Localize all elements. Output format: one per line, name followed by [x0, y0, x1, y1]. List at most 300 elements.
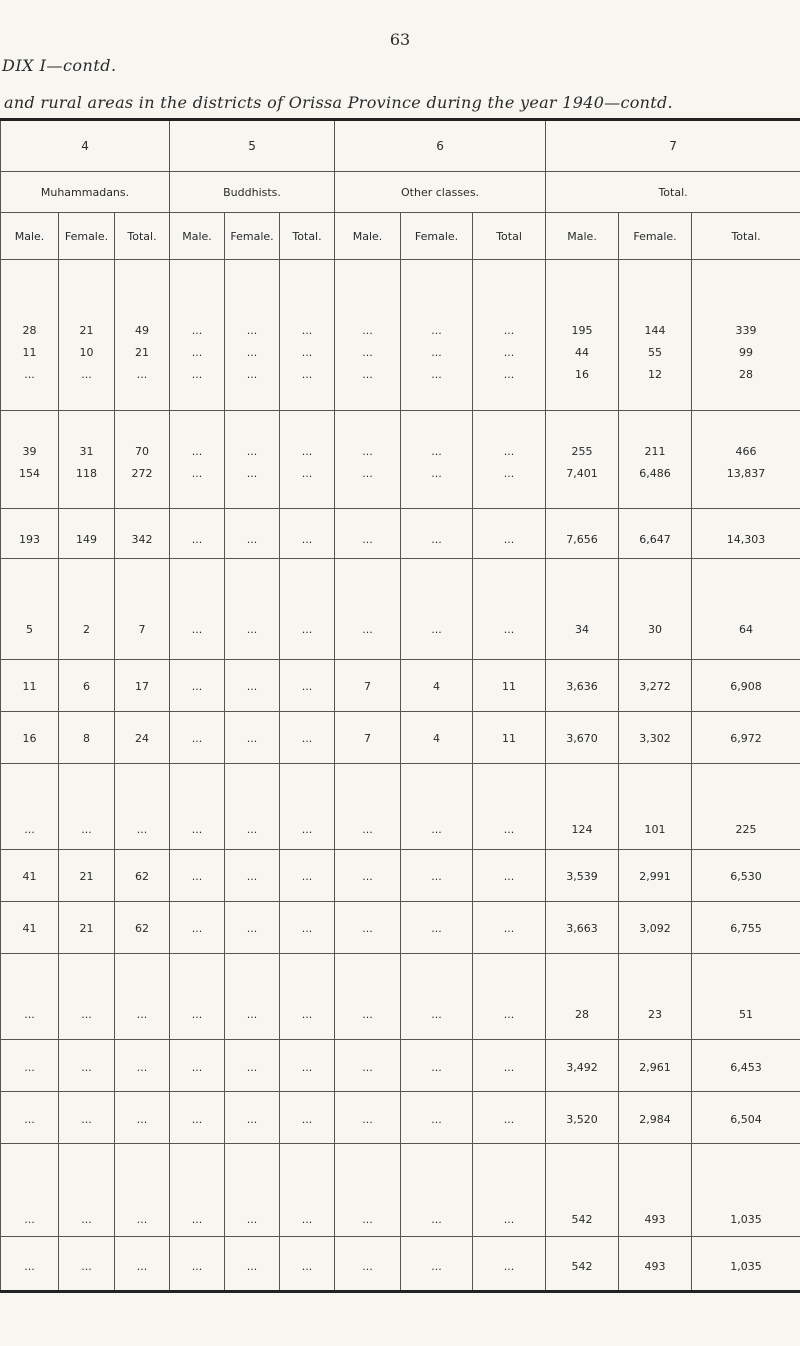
table-cell — [473, 1040, 546, 1092]
table-cell — [115, 764, 170, 850]
table-cell — [225, 260, 280, 411]
cell-value: 70 — [135, 445, 149, 458]
table-cell — [59, 1237, 115, 1292]
table-cell — [546, 764, 619, 850]
cell-value: ... — [431, 467, 442, 480]
cell-value: ... — [503, 533, 515, 546]
cell-value: ... — [301, 533, 313, 546]
table-cell — [401, 1237, 473, 1292]
cell-value: ... — [191, 1008, 203, 1021]
data-block — [1, 260, 800, 411]
table-cell — [546, 1040, 619, 1092]
table-cell — [115, 902, 170, 954]
cell-value: 34 — [575, 623, 590, 636]
table-cell — [473, 1144, 546, 1237]
table-cell — [546, 660, 619, 712]
cell-value: 7 — [364, 732, 372, 745]
cell-value: ... — [301, 324, 313, 337]
table-cell — [225, 1144, 280, 1237]
cell-value: ... — [246, 1061, 258, 1074]
table-cell — [546, 509, 619, 559]
data-block — [1, 712, 800, 764]
cell-value: ... — [503, 1113, 515, 1126]
subheader-cell: Female. — [59, 213, 115, 260]
table-cell — [225, 954, 280, 1040]
table-cell — [225, 1237, 280, 1292]
table-cell — [619, 1092, 692, 1144]
page-heading: DIX I—contd. — [2, 56, 117, 75]
cell-value: 339 — [735, 324, 757, 337]
table-cell — [225, 509, 280, 559]
cell-value: ... — [246, 445, 258, 458]
cell-value: 62 — [135, 922, 149, 935]
cell-value: 7 — [364, 680, 372, 693]
table-cell — [335, 260, 401, 411]
table-cell — [170, 660, 225, 712]
subheader-cell: Male. — [170, 213, 225, 260]
cell-value: ... — [246, 870, 258, 883]
cell-value: 4 — [433, 680, 441, 693]
table-cell — [59, 660, 115, 712]
cell-value: 7,656 — [566, 533, 598, 546]
cell-value: ... — [24, 1113, 35, 1126]
cell-value: 24 — [135, 732, 149, 745]
cell-value: 31 — [79, 445, 94, 458]
cell-value: ... — [431, 324, 442, 337]
table-cell — [59, 260, 115, 411]
table-cell — [401, 260, 473, 411]
data-block — [1, 850, 800, 902]
cell-value: ... — [301, 346, 313, 359]
table-cell — [473, 902, 546, 954]
table-cell — [59, 1144, 115, 1237]
table-cell — [115, 850, 170, 902]
cell-value: ... — [191, 346, 203, 359]
cell-value: 3,492 — [566, 1061, 598, 1074]
cell-value: ... — [191, 623, 203, 636]
column-number-7: 7 — [546, 120, 800, 172]
table-cell — [546, 411, 619, 509]
subheader-cell: Female. — [401, 213, 473, 260]
table-cell — [170, 1040, 225, 1092]
table-cell — [225, 902, 280, 954]
table-cell — [335, 660, 401, 712]
cell-value: 62 — [135, 870, 149, 883]
cell-value: ... — [24, 1061, 35, 1074]
table-cell — [473, 850, 546, 902]
cell-value: ... — [362, 1061, 373, 1074]
table-cell — [115, 559, 170, 660]
table-cell — [280, 660, 335, 712]
cell-value: ... — [431, 533, 442, 546]
cell-value: ... — [191, 680, 203, 693]
cell-value: 13,837 — [726, 467, 766, 480]
table-cell — [546, 260, 619, 411]
table-cell — [170, 850, 225, 902]
cell-value: 11 — [22, 680, 37, 693]
cell-value: 28 — [739, 368, 754, 381]
column-number-6: 6 — [335, 120, 546, 172]
table-cell — [170, 764, 225, 850]
table-cell — [619, 1040, 692, 1092]
table-cell — [115, 411, 170, 509]
table-cell — [280, 712, 335, 764]
table-cell — [1, 660, 59, 712]
table-cell — [473, 559, 546, 660]
cell-value: ... — [503, 870, 515, 883]
cell-value: ... — [431, 368, 442, 381]
cell-value: ... — [301, 1213, 313, 1226]
cell-value: ... — [301, 870, 313, 883]
cell-value: ... — [136, 1213, 148, 1226]
cell-value: 1,035 — [730, 1213, 762, 1226]
cell-value: 1,035 — [730, 1260, 762, 1273]
cell-value: 193 — [19, 533, 40, 546]
cell-value: ... — [301, 823, 313, 836]
cell-value: 51 — [739, 1008, 754, 1021]
table-cell — [1, 260, 59, 411]
data-block — [1, 1237, 800, 1292]
table-cell — [335, 712, 401, 764]
subheader-row — [1, 213, 800, 260]
table-cell — [170, 509, 225, 559]
table-cell — [546, 1237, 619, 1292]
cell-value: 225 — [735, 823, 757, 836]
subheader-cell: Female. — [225, 213, 280, 260]
table-cell — [280, 1040, 335, 1092]
cell-value: 3,539 — [566, 870, 598, 883]
cell-value: ... — [503, 1213, 515, 1226]
table-cell — [473, 411, 546, 509]
table-cell — [59, 411, 115, 509]
cell-value: 3,663 — [566, 922, 598, 935]
table-cell — [473, 954, 546, 1040]
cell-value: 3,272 — [639, 680, 671, 693]
cell-value: ... — [191, 922, 203, 935]
cell-value: 154 — [19, 467, 40, 480]
subheader-cell: Male. — [546, 213, 619, 260]
cell-value: 124 — [571, 823, 593, 836]
cell-value: ... — [24, 1008, 35, 1021]
cell-value: 21 — [79, 922, 94, 935]
table-cell — [225, 712, 280, 764]
cell-value: 6 — [83, 680, 90, 693]
cell-value: 6,908 — [730, 680, 762, 693]
cell-value: ... — [362, 533, 373, 546]
subheader-cell: Total. — [115, 213, 170, 260]
cell-value: 16 — [22, 732, 37, 745]
table-cell — [546, 1144, 619, 1237]
cell-value: ... — [431, 1213, 442, 1226]
table-cell — [335, 559, 401, 660]
cell-value: ... — [301, 1260, 313, 1273]
table-cell — [546, 559, 619, 660]
table-cell — [692, 660, 800, 712]
cell-value: 6,453 — [730, 1061, 762, 1074]
table-cell — [473, 260, 546, 411]
cell-value: ... — [301, 445, 313, 458]
cell-value: ... — [301, 1061, 313, 1074]
cell-value: 7,401 — [566, 467, 598, 480]
table-cell — [692, 764, 800, 850]
cell-value: ... — [431, 870, 442, 883]
cell-value: 118 — [76, 467, 97, 480]
cell-value: 3,302 — [639, 732, 671, 745]
cell-value: ... — [81, 1260, 92, 1273]
table-cell — [280, 902, 335, 954]
cell-value: 21 — [79, 324, 94, 337]
table-cell — [170, 902, 225, 954]
table-cell — [692, 1144, 800, 1237]
cell-value: ... — [431, 1061, 442, 1074]
table-cell — [115, 1144, 170, 1237]
cell-value: ... — [503, 467, 515, 480]
cell-value: ... — [81, 1113, 92, 1126]
table-cell — [1, 1092, 59, 1144]
table-cell — [1, 509, 59, 559]
cell-value: ... — [362, 1008, 373, 1021]
cell-value: ... — [191, 368, 203, 381]
table-cell — [401, 850, 473, 902]
cell-value: ... — [246, 623, 258, 636]
data-block — [1, 559, 800, 660]
table-cell — [225, 411, 280, 509]
cell-value: ... — [81, 368, 92, 381]
table-cell — [619, 902, 692, 954]
table-cell — [401, 411, 473, 509]
table-cell — [1, 902, 59, 954]
table-cell — [473, 712, 546, 764]
cell-value: ... — [136, 1061, 148, 1074]
cell-value: 6,647 — [639, 533, 671, 546]
table-cell — [692, 509, 800, 559]
table-cell — [170, 411, 225, 509]
cell-value: 21 — [79, 870, 94, 883]
table-cell — [280, 411, 335, 509]
cell-value: 6,755 — [730, 922, 762, 935]
table-cell — [401, 660, 473, 712]
cell-value: ... — [362, 368, 373, 381]
table-cell — [170, 559, 225, 660]
table-cell — [115, 1237, 170, 1292]
subheader-cell: Total — [473, 213, 546, 260]
cell-value: ... — [431, 1260, 442, 1273]
table-cell — [473, 1092, 546, 1144]
table-cell — [280, 850, 335, 902]
cell-value: 466 — [735, 445, 757, 458]
table-cell — [692, 712, 800, 764]
table-cell — [59, 1092, 115, 1144]
table-cell — [335, 764, 401, 850]
cell-value: ... — [431, 1008, 442, 1021]
cell-value: ... — [503, 368, 515, 381]
table-cell — [280, 559, 335, 660]
cell-value: 2,961 — [639, 1061, 671, 1074]
table-cell — [619, 1237, 692, 1292]
cell-value: ... — [191, 1061, 203, 1074]
table-cell — [59, 712, 115, 764]
table-cell — [692, 411, 800, 509]
data-block — [1, 1040, 800, 1092]
cell-value: 39 — [22, 445, 37, 458]
cell-value: ... — [136, 823, 148, 836]
cell-value: 542 — [571, 1213, 593, 1226]
table-cell — [1, 712, 59, 764]
table-cell — [115, 712, 170, 764]
table-cell — [59, 559, 115, 660]
cell-value: ... — [362, 324, 373, 337]
cell-value: ... — [246, 346, 258, 359]
data-block — [1, 660, 800, 712]
data-block — [1, 1092, 800, 1144]
cell-value: ... — [503, 1260, 515, 1273]
data-block — [1, 954, 800, 1040]
cell-value: ... — [503, 922, 515, 935]
cell-value: ... — [24, 368, 35, 381]
table-cell — [335, 1092, 401, 1144]
cell-value: ... — [246, 922, 258, 935]
cell-value: 3,520 — [566, 1113, 598, 1126]
group-total: Total. — [546, 172, 800, 213]
cell-value: ... — [301, 1008, 313, 1021]
cell-value: 17 — [135, 680, 149, 693]
subheader-cell: Male. — [1, 213, 59, 260]
table-cell — [692, 559, 800, 660]
cell-value: 5 — [26, 623, 33, 636]
table-cell — [115, 954, 170, 1040]
table-cell — [692, 1237, 800, 1292]
table-cell — [170, 1237, 225, 1292]
cell-value: 49 — [135, 324, 149, 337]
cell-value: 16 — [575, 368, 590, 381]
table-cell — [280, 954, 335, 1040]
cell-value: 542 — [571, 1260, 593, 1273]
table-cell — [225, 1040, 280, 1092]
table-cell — [115, 260, 170, 411]
cell-value: ... — [246, 1113, 258, 1126]
table-cell — [619, 712, 692, 764]
cell-value: 2,991 — [639, 870, 671, 883]
table-cell — [225, 764, 280, 850]
cell-value: ... — [136, 1260, 148, 1273]
table-cell — [619, 954, 692, 1040]
table-cell — [115, 1040, 170, 1092]
table-cell — [619, 764, 692, 850]
table-cell — [59, 850, 115, 902]
page-number: 63 — [389, 30, 411, 49]
page-subheading: and rural areas in the districts of Orissa Province during the year 1940—contd. — [4, 93, 673, 112]
cell-value: 6,504 — [730, 1113, 762, 1126]
table-cell — [280, 1237, 335, 1292]
cell-value: 12 — [648, 368, 663, 381]
subheader-cell: Total. — [692, 213, 800, 260]
table-cell — [619, 509, 692, 559]
cell-value: ... — [362, 445, 373, 458]
table-cell — [59, 509, 115, 559]
group-header-row — [1, 172, 800, 213]
table-cell — [401, 954, 473, 1040]
cell-value: ... — [362, 346, 373, 359]
table-cell — [170, 712, 225, 764]
data-block — [1, 509, 800, 559]
table-cell — [335, 411, 401, 509]
data-block — [1, 764, 800, 850]
cell-value: 44 — [575, 346, 590, 359]
cell-value: ... — [136, 1113, 148, 1126]
cell-value: 10 — [79, 346, 94, 359]
cell-value: ... — [246, 823, 258, 836]
table-cell — [401, 902, 473, 954]
table-cell — [170, 1144, 225, 1237]
column-number-5: 5 — [170, 120, 335, 172]
table-cell — [280, 509, 335, 559]
cell-value: ... — [503, 445, 515, 458]
cell-value: ... — [503, 1061, 515, 1074]
table-cell — [335, 1237, 401, 1292]
table-cell — [1, 954, 59, 1040]
cell-value: ... — [503, 324, 515, 337]
cell-value: ... — [191, 732, 203, 745]
cell-value: ... — [246, 1213, 258, 1226]
cell-value: ... — [191, 1113, 203, 1126]
table-cell — [115, 660, 170, 712]
table-cell — [401, 712, 473, 764]
column-number-4: 4 — [1, 120, 170, 172]
subheader-cell: Male. — [335, 213, 401, 260]
cell-value: ... — [301, 467, 313, 480]
table-cell — [619, 260, 692, 411]
table-cell — [335, 954, 401, 1040]
cell-value: ... — [362, 623, 373, 636]
cell-value: 2 — [83, 623, 90, 636]
cell-value: ... — [301, 623, 313, 636]
cell-value: 41 — [22, 870, 37, 883]
cell-value: 23 — [648, 1008, 663, 1021]
table-cell — [546, 850, 619, 902]
cell-value: ... — [81, 1008, 92, 1021]
table-cell — [619, 660, 692, 712]
cell-value: ... — [362, 1260, 373, 1273]
cell-value: 55 — [648, 346, 663, 359]
cell-value: 3,636 — [566, 680, 598, 693]
table-cell — [335, 902, 401, 954]
cell-value: ... — [503, 346, 515, 359]
table-cell — [692, 902, 800, 954]
table-cell — [280, 260, 335, 411]
cell-value: ... — [136, 1008, 148, 1021]
table-cell — [59, 764, 115, 850]
cell-value: 272 — [131, 467, 153, 480]
cell-value: 28 — [575, 1008, 590, 1021]
cell-value: ... — [431, 1113, 442, 1126]
table-cell — [401, 1092, 473, 1144]
cell-value: 493 — [644, 1213, 666, 1226]
table-cell — [170, 954, 225, 1040]
cell-value: ... — [301, 368, 313, 381]
table-cell — [1, 1237, 59, 1292]
group-other-classes: Other classes. — [335, 172, 546, 213]
cell-value: ... — [301, 732, 313, 745]
table-cell — [335, 1144, 401, 1237]
cell-value: 101 — [644, 823, 666, 836]
cell-value: 493 — [644, 1260, 666, 1273]
cell-value: 2,984 — [639, 1113, 671, 1126]
cell-value: 3,670 — [566, 732, 598, 745]
statistics-table — [0, 118, 800, 1293]
cell-value: ... — [81, 1213, 92, 1226]
table-cell — [1, 559, 59, 660]
cell-value: 6,972 — [730, 732, 762, 745]
